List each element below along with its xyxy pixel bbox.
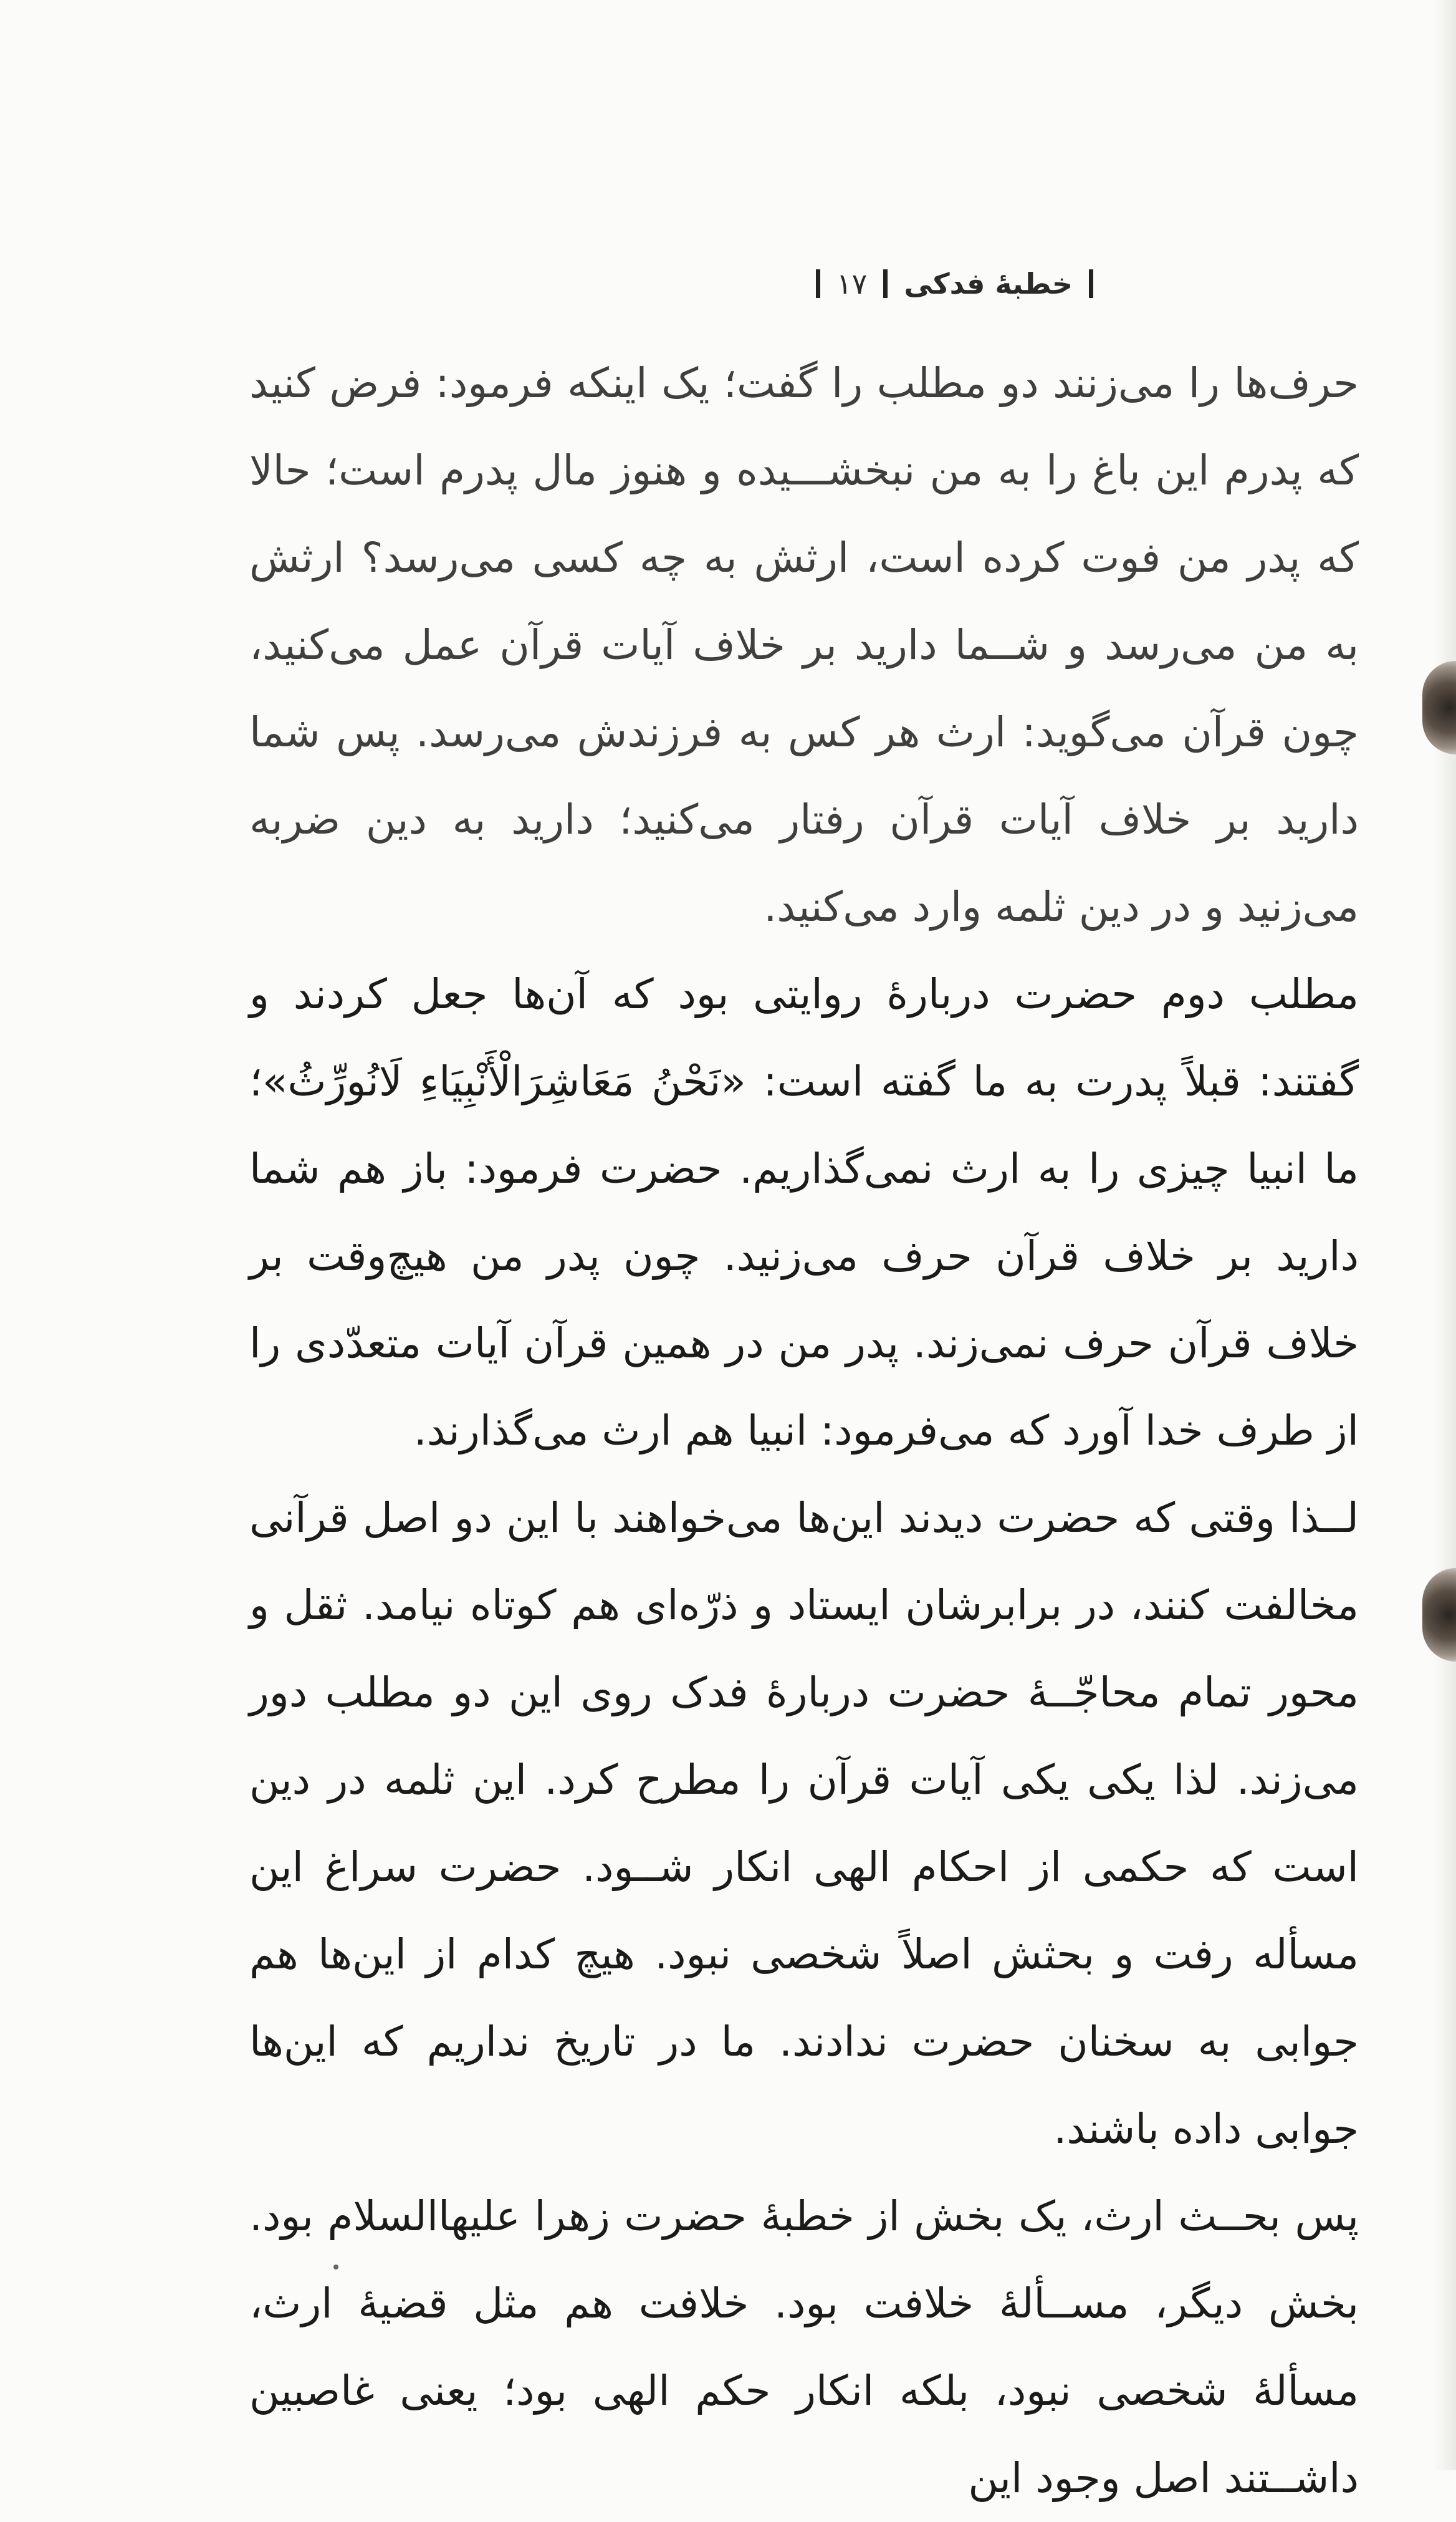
- paragraph-2: مطلب دوم حضرت دربارهٔ روایتی بود که آن‌ها جعل کردند و گفتند: قبلاً پدرت به ما گفته است: «نَحْنُ مَعَاشِرَالْأَنْبِيَاءِ لَانُورِّثُ»؛ ما انبیا چیزی را به ارث نمی‌گذاریم. حضرت فرمود: باز هم شما دارید بر خلاف قرآن حرف می‌زنید. چون پدر من هیچ‌وقت بر خلاف قرآن حرف نمی‌زند. پدر من در همین قرآن آیات متعدّدی را از طرف خدا آورد که می‌فرمود: انبیا هم ارث می‌گذارند.: [249, 970, 1359, 1455]
- page-number: ۱۷: [836, 267, 868, 301]
- paragraph-4: پس بحــث ارث، یک بخش از خطبهٔ حضرت زهرا علیهاالسلام بود. بخش دیگر، مســألهٔ خلافت بود. خلافت هم مثل قضیهٔ ارث، مسألهٔ شخصی نبود، بلکه انکار حکم الهی بود؛ یعنی غاصبین داشــتند اصل وجود این: [249, 2192, 1359, 2502]
- paragraph-3: لــذا وقتی که حضرت دیدند این‌ها می‌خواهند با این دو اصل قرآنی مخالفت کنند، در برابرشان ایستاد و ذرّه‌ای هم کوتاه نیامد. ثقل و محور تمام محاجّــهٔ حضرت دربارهٔ فدک روی این دو مطلب دور می‌زند. لذا یکی یکی آیات قرآن را مطرح کرد. این ثلمه در دین است که حکمی از احکام الهی انکار شــود. حضرت سراغ این مسأله رفت و بحثش اصلاً شخصی نبود. هیچ کدام از این‌ها هم جوابی به سخنان حضرت ندادند. ما در تاریخ نداریم که این‌ها جوابی داده باشند.: [249, 1494, 1359, 2153]
- body-text: [249, 340, 1359, 2522]
- binding-hole-bottom: [1422, 1568, 1456, 1662]
- paragraph-1: حرف‌ها را می‌زنند دو مطلب را گفت؛ یک اینکه فرمود: فرض کنید که پدرم این باغ را به من نبخشـــیده و هنوز مال پدرم است؛ حالا که پدر من فوت کرده است، ارثش به چه کسی می‌رسد؟ ارثش به من می‌رسد و شــما دارید بر خلاف آیات قرآن عمل می‌کنید، چون قرآن می‌گوید: ارث هر کس به فرزندش می‌رسد. پس شما دارید بر خلاف آیات قرآن رفتار می‌کنید؛ دارید به دین ضربه می‌زنید و در دین ثلمه وارد می‌کنید.: [249, 359, 1359, 931]
- header-divider-right: [1089, 269, 1093, 298]
- header-divider-middle: [883, 269, 888, 298]
- binding-hole-top: [1422, 661, 1456, 754]
- running-header: [249, 256, 1109, 312]
- header-divider-left: [816, 269, 820, 298]
- page-edge-shadow: [1434, 0, 1456, 2470]
- page-speck: [333, 2265, 338, 2269]
- book-title: خطبهٔ فدکی: [904, 267, 1073, 301]
